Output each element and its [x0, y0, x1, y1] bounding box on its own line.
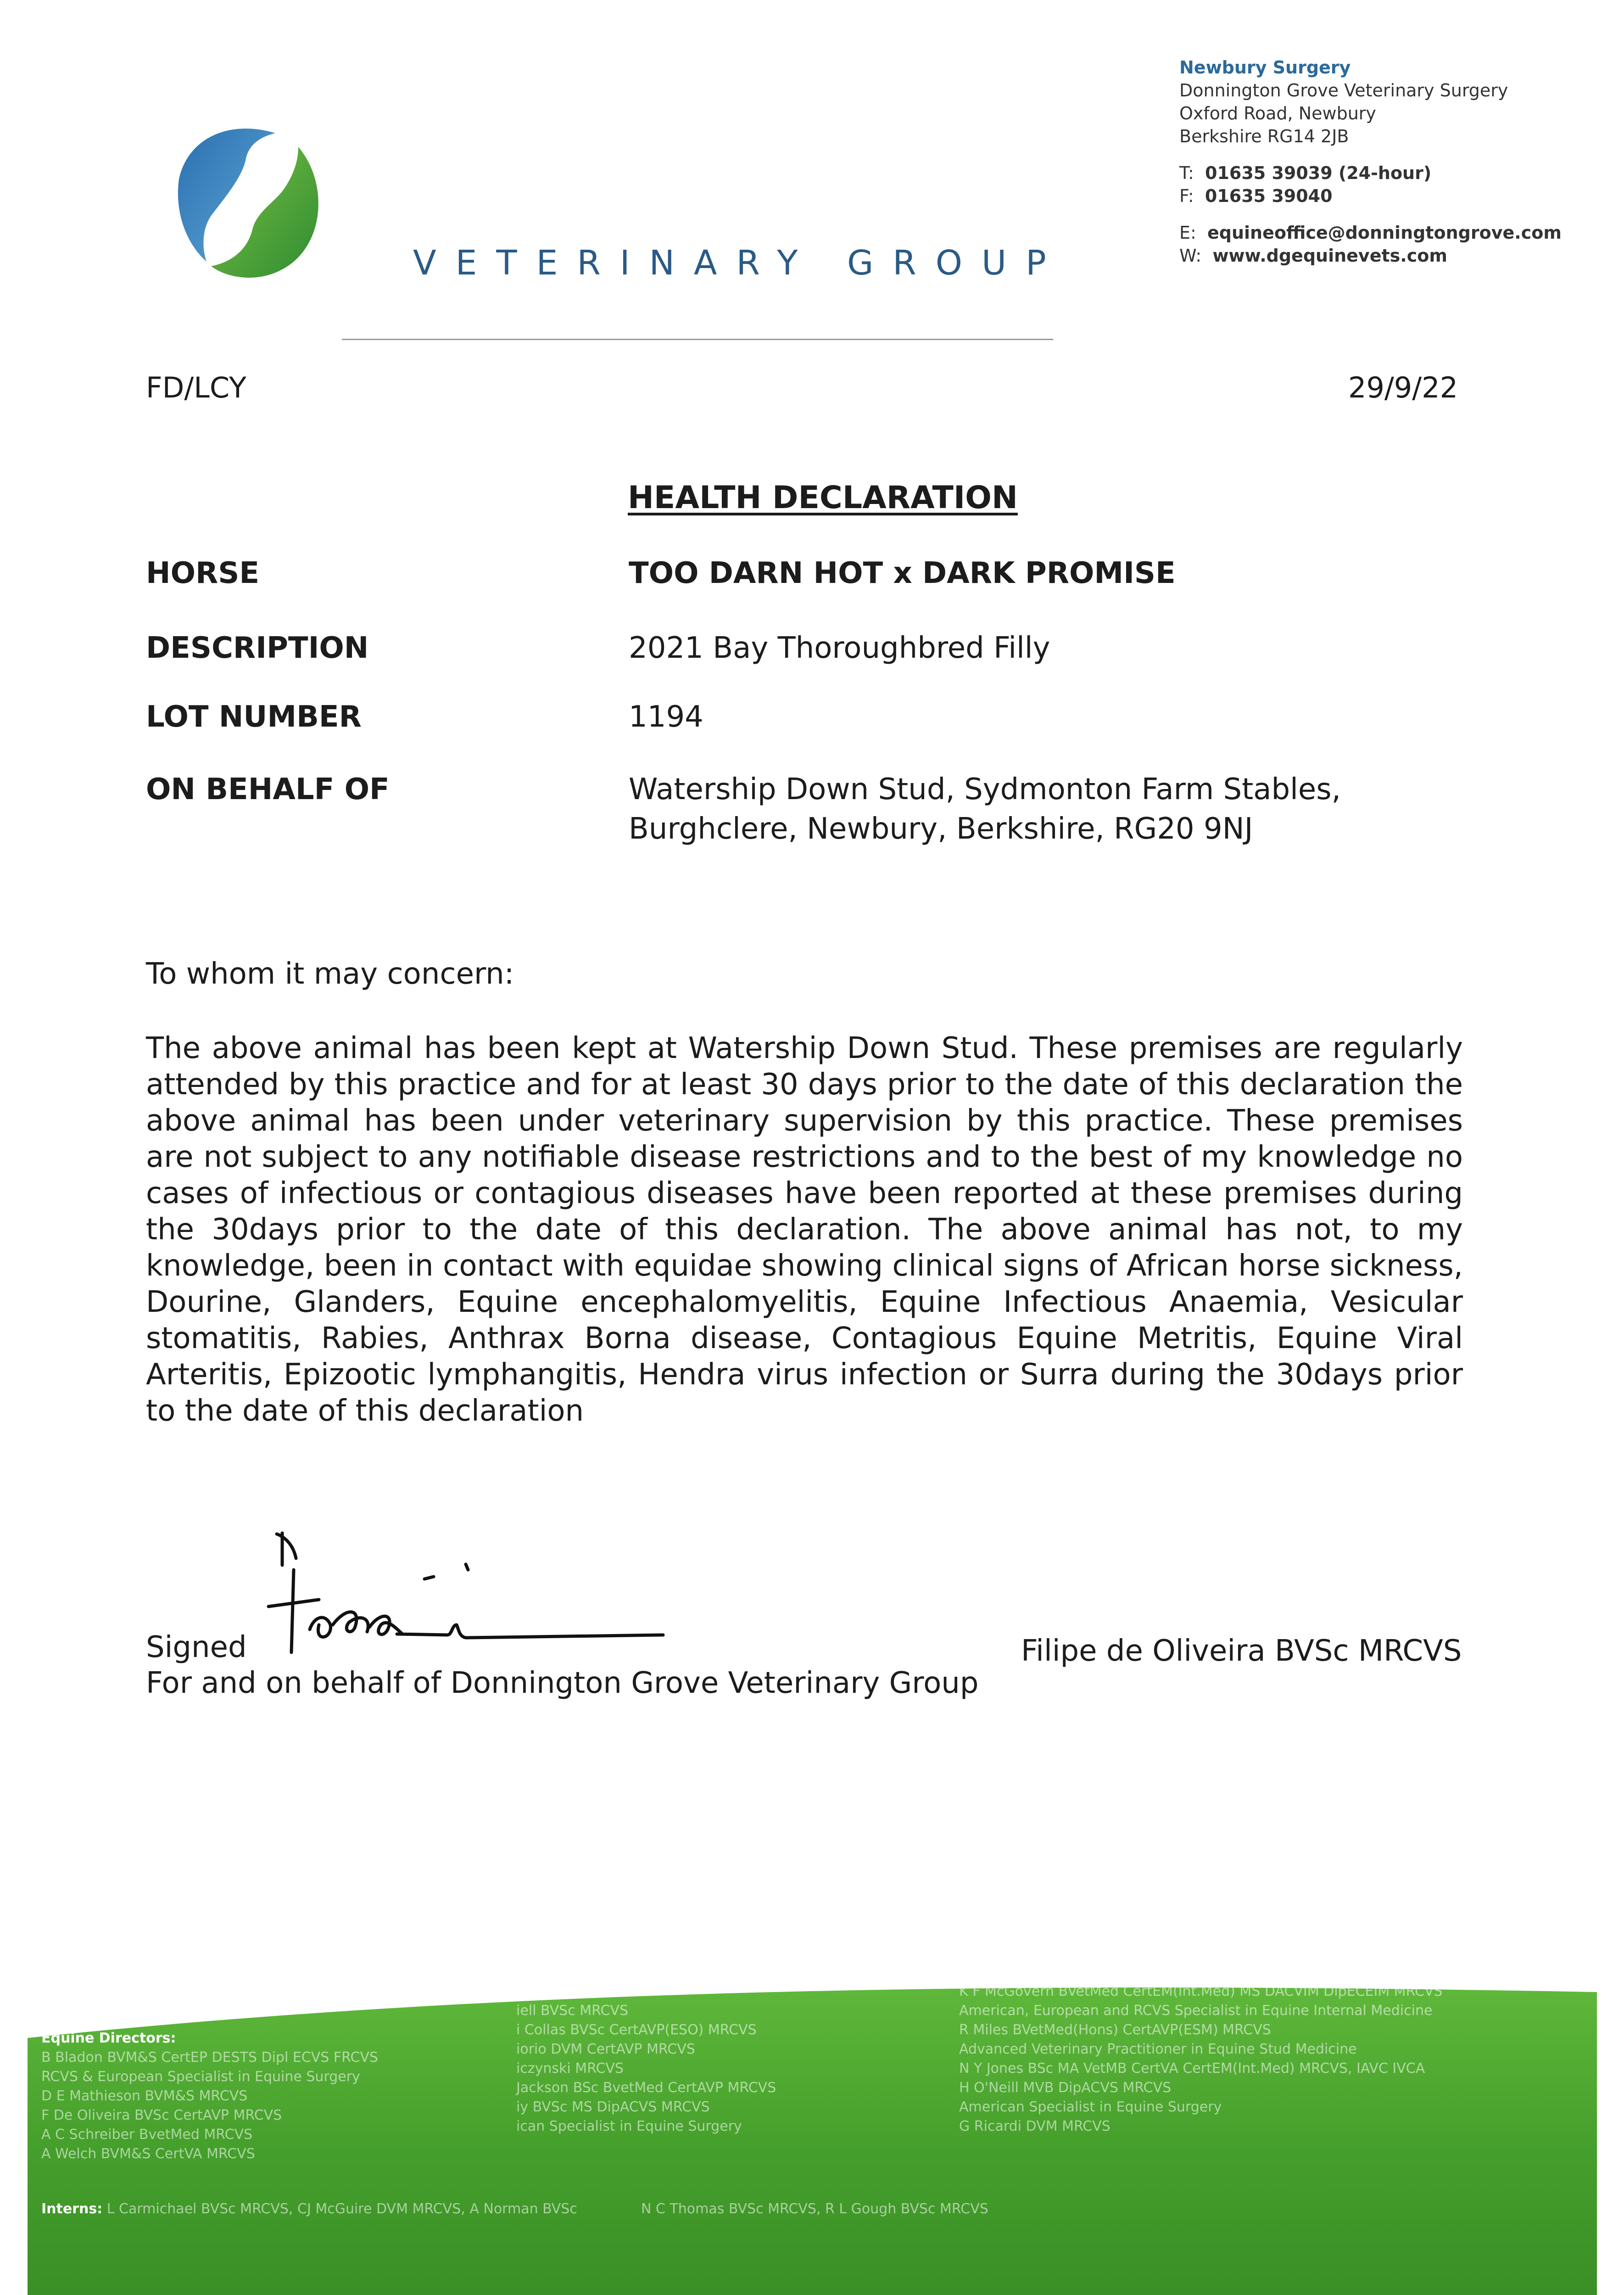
associate-line: G Ricardi DVM MRCVS	[959, 2118, 1111, 2134]
signature-block	[146, 1629, 978, 1701]
associate-line: Jackson BSc BvetMed CertAVP MRCVS	[516, 2080, 776, 2096]
horse-label: HORSE	[146, 556, 260, 590]
associate-line: i Collas BVSc CertAVP(ESO) MRCVS	[516, 2022, 757, 2038]
footer-interns	[41, 2201, 988, 2217]
horse-head-logo-icon	[161, 110, 335, 285]
greeting: To whom it may concern:	[146, 957, 514, 991]
surgery-name: Newbury Surgery	[1179, 57, 1351, 78]
director-line: A C Schreiber BvetMed MRCVS	[41, 2127, 253, 2143]
signer-name: Filipe de Oliveira BVSc MRCVS	[1021, 1634, 1462, 1668]
associate-line: iy BVSc MS DipACVS MRCVS	[516, 2099, 710, 2115]
director-line: RCVS & European Specialist in Equine Surgery	[41, 2069, 360, 2085]
associate-line: iczynski MRCVS	[516, 2060, 624, 2077]
on-behalf-value	[629, 770, 1341, 849]
address-line: Oxford Road, Newbury	[1179, 103, 1376, 123]
associate-line: ican Specialist in Equine Surgery	[516, 2118, 742, 2134]
director-line: D E Mathieson BVM&S MRCVS	[41, 2088, 248, 2104]
director-line: B Bladon BVM&S CertEP DESTS Dipl ECVS FRCVS	[41, 2049, 378, 2066]
associate-line: American, European and RCVS Specialist in Equine Internal Medicine	[959, 2003, 1433, 2019]
interns-line: N C Thomas BVSc MRCVS, R L Gough BVSc MRCVS	[641, 2201, 988, 2217]
associate-line: K F McGovern BVetMed CertEM(Int.Med) MS DACVIM DipECEIM MRCVS	[959, 1983, 1443, 1999]
header-divider	[342, 339, 1053, 340]
signed-label: Signed	[146, 1630, 247, 1664]
horse-value: TOO DARN HOT x DARK PROMISE	[629, 556, 1176, 590]
address-line: Burghclere, Newbury, Berkshire, RG20 9NJ	[629, 812, 1253, 846]
footer-directors	[41, 2029, 378, 2164]
email-link[interactable]: equineoffice@donningtongrove.com	[1207, 223, 1562, 243]
phone-label: T:	[1179, 163, 1194, 183]
on-behalf-line: For and on behalf of Donnington Grove Veterinary Group	[146, 1666, 979, 1700]
lot-number-value: 1194	[629, 700, 703, 734]
description-label: DESCRIPTION	[146, 631, 369, 665]
director-line: A Welch BVM&S CertVA MRCVS	[41, 2146, 255, 2162]
footer-associates	[516, 1982, 776, 2136]
page-title: HEALTH DECLARATION	[628, 480, 1018, 516]
director-line: F De Oliveira BVSc CertAVP MRCVS	[41, 2107, 282, 2123]
associate-line: iell BVSc MRCVS	[516, 2003, 628, 2019]
surgery-contact-block	[1179, 56, 1562, 267]
lot-number-label: LOT NUMBER	[146, 700, 362, 734]
fax-number: 01635 39040	[1205, 186, 1333, 206]
address-line: Berkshire RG14 2JB	[1179, 126, 1349, 146]
associate-line: American Specialist in Equine Surgery	[959, 2099, 1222, 2115]
associate-line: Advanced Veterinary Practitioner in Equine Stud Medicine	[959, 2041, 1357, 2057]
interns-line: L Carmichael BVSc MRCVS, CJ McGuire DVM MRCVS, A Norman BVSc	[106, 2201, 577, 2217]
associate-line: N Y Jones BSc MA VetMB CertVA CertEM(Int.Med) MRCVS, IAVC IVCA	[959, 2060, 1425, 2077]
associate-line: iorio DVM CertAVP MRCVS	[516, 2041, 695, 2057]
declaration-body: The above animal has been kept at Watership Down Stud. These premises are regularly attended by this practice and for at least 30 days prior to the date of this declaration the above animal has been under veterinary supervision by this practice. These premises are not subject to any notifiable disease restrictions and to the best of my knowledge no cases of infectious or contagious diseases have been reported at these premises during the 30days prior to the date of this declaration. The above animal has not, to my knowledge, been in contact with equidae showing clinical signs of African horse sickness, Dourine, Glanders, Equine encephalomyelitis, Equine Infectious Anaemia, Vesicular stomatitis, Rabies, Anthrax Borna disease, Contagious Equine Metritis, Equine Viral Arteritis, Epizootic lymphangitis, Hendra virus infection or Surra during the 30days prior to the date of this declaration	[146, 1031, 1463, 1428]
letter-date: 29/9/22	[1348, 371, 1458, 404]
associate-line: R Miles BVetMed(Hons) CertAVP(ESM) MRCVS	[959, 2022, 1271, 2038]
description-value: 2021 Bay Thoroughbred Filly	[629, 631, 1050, 665]
brand-wordmark: VETERINARY GROUP	[413, 243, 1066, 283]
phone-number[interactable]: 01635 39039 (24-hour)	[1205, 163, 1432, 183]
address-line: Donnington Grove Veterinary Surgery	[1179, 80, 1508, 101]
web-label: W:	[1179, 246, 1202, 266]
associates-heading: :iates:	[516, 1983, 566, 1999]
reference: FD/LCY	[146, 371, 246, 404]
footer-associates-2	[959, 1982, 1443, 2136]
fax-label: F:	[1179, 186, 1194, 206]
address-line: Watership Down Stud, Sydmonton Farm Stables,	[629, 772, 1341, 806]
on-behalf-label: ON BEHALF OF	[146, 772, 390, 806]
interns-heading: Interns:	[41, 2201, 103, 2217]
email-label: E:	[1179, 223, 1196, 243]
website-link[interactable]: www.dgequinevets.com	[1212, 246, 1447, 266]
directors-heading: Equine Directors:	[41, 2030, 176, 2046]
associate-line: H O'Neill MVB DipACVS MRCVS	[959, 2080, 1172, 2096]
